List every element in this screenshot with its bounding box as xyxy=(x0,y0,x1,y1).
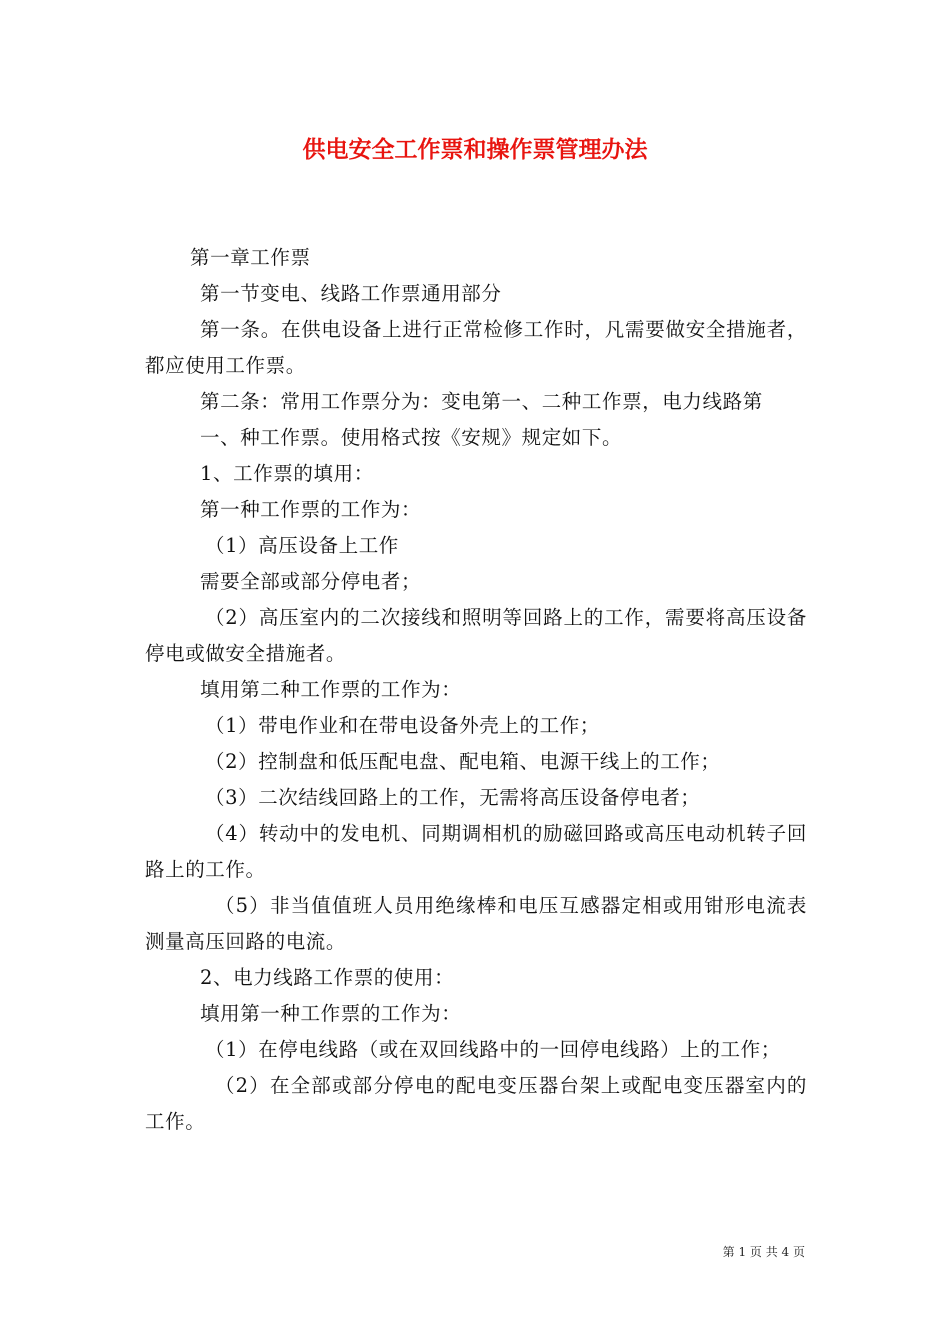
list-item: （2）高压室内的二次接线和照明等回路上的工作，需要将高压设备停电或做安全措施者。 xyxy=(145,606,807,665)
body-paragraph: 第一种工作票的工作为： xyxy=(200,498,422,521)
article-paragraph: 第二条：常用工作票分为：变电第一、二种工作票，电力线路第 xyxy=(200,390,763,413)
page-number-footer: 第 1 页 共 4 页 xyxy=(722,1245,805,1259)
page-title: 供电安全工作票和操作票管理办法 xyxy=(302,136,648,163)
list-item: （5）非当值值班人员用绝缘棒和电压互感器定相或用钳形电流表测量高压回路的电流。 xyxy=(145,894,807,953)
body-paragraph: 填用第二种工作票的工作为： xyxy=(200,678,462,701)
subheading: 1、工作票的填用： xyxy=(200,462,374,485)
body-paragraph: 填用第一种工作票的工作为： xyxy=(200,1002,462,1025)
list-item: （3）二次结线回路上的工作，无需将高压设备停电者； xyxy=(205,786,701,809)
body-paragraph: 一、种工作票。使用格式按《安规》规定如下。 xyxy=(200,426,623,449)
list-item: （1）在停电线路（或在双回线路中的一回停电线路）上的工作； xyxy=(205,1038,781,1061)
list-item: （1）高压设备上工作 xyxy=(205,534,399,557)
body-paragraph: 需要全部或部分停电者； xyxy=(200,570,422,593)
list-item: （2）控制盘和低压配电盘、配电箱、电源干线上的工作； xyxy=(205,750,721,773)
list-item: （1）带电作业和在带电设备外壳上的工作； xyxy=(205,714,600,737)
document-body xyxy=(145,240,807,1140)
section-heading: 第一节变电、线路工作票通用部分 xyxy=(200,282,502,305)
list-item: （4）转动中的发电机、同期调相机的励磁回路或高压电动机转子回路上的工作。 xyxy=(145,822,807,881)
list-item: （2）在全部或部分停电的配电变压器台架上或配电变压器室内的工作。 xyxy=(145,1074,807,1133)
chapter-heading: 第一章工作票 xyxy=(190,246,311,269)
subheading: 2、电力线路工作票的使用： xyxy=(200,966,455,989)
article-paragraph: 第一条。在供电设备上进行正常检修工作时，凡需要做安全措施者，都应使用工作票。 xyxy=(145,318,807,377)
